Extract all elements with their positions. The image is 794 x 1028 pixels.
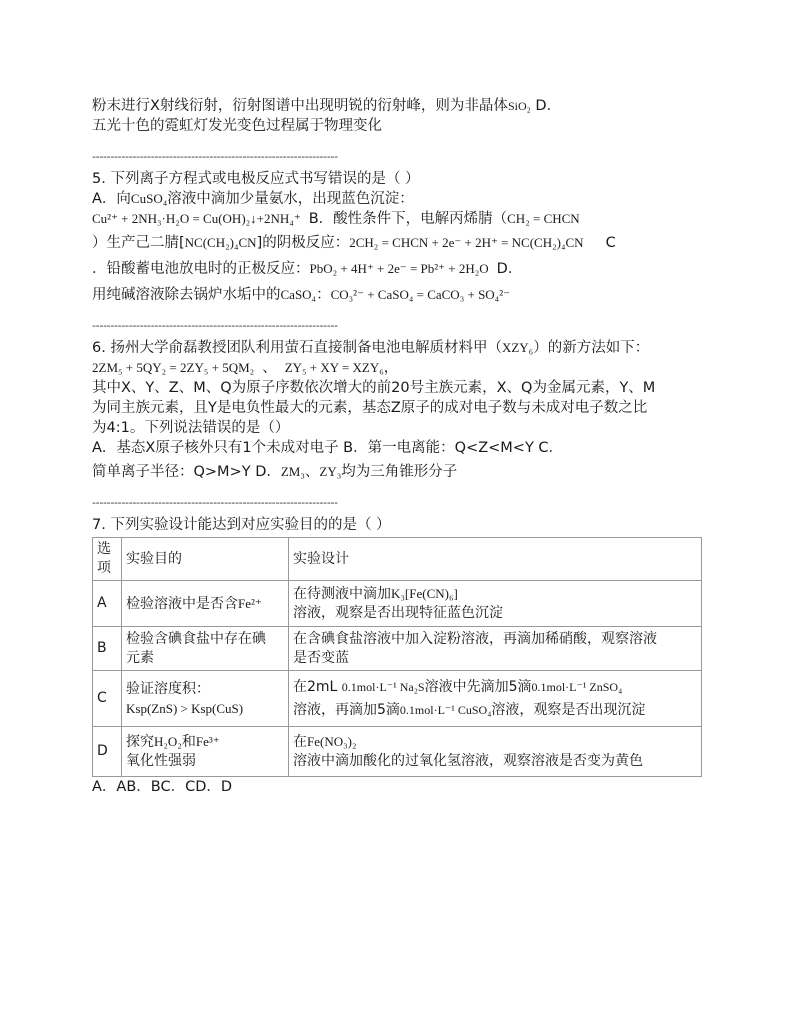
formula-feno32: Fe(NO₃)₂ (307, 734, 357, 749)
design-text-2: 溶液中先滴加5滴 (424, 678, 532, 695)
row-design (289, 727, 702, 777)
q6-title-text-2: ）的新方法如下： (533, 340, 650, 356)
equation-2: ZY₅ + XY = XZY₆ (284, 360, 384, 375)
purpose-and: 和 (181, 734, 196, 750)
q5-option-b-line (92, 233, 712, 253)
q6-opt-text: 简单离子半径：Q>M>Y D． (92, 464, 281, 480)
design-text: 在含碘食盐溶液中加入淀粉溶液，再滴加稀硝酸，观察溶液 (293, 630, 657, 647)
formula-znso4: 0.1mol·L⁻¹ ZnSO₄ (531, 679, 623, 694)
row-design (289, 581, 702, 627)
eq-end: ， (383, 360, 399, 376)
q5-a-label: A．向 (92, 191, 131, 207)
equation-c: PbO₂ + 4H⁺ + 2e⁻ = Pb²⁺ + 2H₂O (309, 261, 489, 276)
formula-k3fecn6: K₃[Fe(CN)₆] (391, 586, 458, 601)
q5-option-a-eq-line (92, 209, 712, 229)
formula-fe2: Fe²⁺ (238, 595, 262, 611)
equation-1: 2ZM₅ + 5QY₂ = 2ZY₅ + 5QM₂ (92, 360, 255, 375)
q6-opt-text-2: 均为三角锥形分子 (341, 464, 458, 480)
option-d-label: D． (530, 98, 562, 114)
formula-adiponitrile: NC(CH₂)₄CN (184, 235, 257, 250)
row-option: A (93, 581, 122, 627)
table-row (93, 581, 702, 627)
design-text-4: 溶液，观察是否出现沉淀 (491, 701, 646, 718)
formula-h2o2: H₂O₂ (154, 734, 182, 749)
q5-title: 5. 下列离子方程式或电极反应式书写错误的是（ ） (92, 171, 420, 187)
table-row (93, 671, 702, 727)
formula-acrylonitrile: CH₂ = CHCN (507, 211, 580, 226)
purpose-text-2: 元素 (126, 649, 154, 666)
table-row (93, 627, 702, 671)
row-purpose (122, 671, 289, 727)
q7-answer-options: A．AB．BC．CD．D (92, 779, 233, 795)
q6-title-text: 6. 扬州大学俞磊教授团队利用萤石直接制备电池电解质材料甲（ (92, 340, 502, 356)
formula-cuso4-sol: 0.1mol·L⁻¹ CuSO₄ (399, 702, 492, 717)
equation-d: CO₃²⁻ + CaSO₄ = CaCO₃ + SO₄²⁻ (330, 287, 510, 302)
row-option: D (93, 727, 122, 777)
separator: ------------------------------------------------------------------- (92, 496, 338, 509)
formula-sio2: SiO₂ (507, 99, 531, 113)
q5-d-colon: ： (316, 287, 331, 303)
separator: ------------------------------------------------------------------- (92, 319, 338, 332)
table-header-row (93, 538, 702, 581)
row-option: B (93, 627, 122, 671)
formula-cuso4: CuSO₄ (130, 191, 168, 206)
design-text: 在 (293, 734, 307, 750)
row-purpose (122, 581, 289, 627)
formula-zy3: ZY₃ (319, 464, 342, 479)
document-page (92, 96, 712, 797)
q5-c-text: ．铅酸蓄电池放电时的正极反应： (92, 261, 310, 277)
header-option: 选项 (93, 538, 122, 581)
q5-a-text: 溶液中滴加少量氨水，出现蓝色沉淀： (167, 191, 414, 207)
q6-para-1: 其中X、Y、Z、M、Q为原子序数依次增大的前20号主族元素，X、Q为金属元素，Y、M (92, 380, 656, 396)
row-design (289, 671, 702, 727)
purpose-text: 检验溶液中是否含 (126, 595, 238, 612)
q5-b-text: B．酸性条件下，电解丙烯腈（ (308, 211, 508, 227)
q5-d-label: D． (496, 261, 523, 277)
header-design: 实验设计 (289, 538, 702, 581)
design-text-2: 溶液中滴加酸化的过氧化氢溶液，观察溶液是否变为黄色 (293, 753, 643, 769)
opt-separator: 、 (304, 464, 320, 480)
header-purpose: 实验目的 (122, 538, 289, 581)
equation-a: Cu²⁺ + 2NH₃·H₂O = Cu(OH)₂↓+2NH₄⁺ (92, 211, 301, 226)
formula-fe3: Fe³⁺ (195, 734, 220, 749)
formula-zm3: ZM₃ (280, 464, 305, 479)
purpose-text: 验证溶度积： (126, 680, 210, 697)
q6-para-2: 为同主族元素，且Y是电负性最大的元素，基态Z原子的成对电子数与未成对电子数之比 (92, 400, 648, 416)
q5-option-c-line (92, 259, 712, 279)
design-text-2: 是否变蓝 (293, 649, 349, 666)
design-text: 在待测液中滴加 (293, 586, 391, 602)
table-row (93, 727, 702, 777)
q6-options-2 (92, 462, 712, 482)
q5-b-text-2: ）生产己二腈[ (92, 235, 185, 251)
q5-d-text: 用纯碱溶液除去锅炉水垢中的 (92, 287, 281, 303)
formula-xzy6: XZY₆ (501, 340, 534, 355)
equation-b: 2CH₂ = CHCN + 2e⁻ + 2H⁺ = NC(CH₂)₄CN (349, 235, 584, 250)
row-design (289, 627, 702, 671)
q4-line-2: 五光十色的霓虹灯发光变色过程属于物理变化 (92, 118, 382, 134)
design-text-3: 溶液，再滴加5滴 (293, 701, 400, 718)
experiment-table (92, 537, 702, 777)
eq-separator: 、 (262, 360, 277, 376)
q4-line-1 (92, 96, 712, 116)
q4-text: 粉末进行X射线衍射，衍射图谱中出现明锐的衍射峰，则为非晶体 (92, 98, 508, 114)
formula-caso4: CaSO₄ (280, 287, 317, 302)
purpose-text-2: 氧化性强弱 (126, 753, 196, 769)
q6-para-3: 为4:1。下列说法错误的是（） (92, 420, 290, 436)
q6-options-1: A．基态X原子核外只有1个未成对电子 B．第一电离能：Q<Z<M<Y C． (92, 440, 564, 456)
q5-option-d-line (92, 285, 712, 305)
formula-na2s: 0.1mol·L⁻¹ Na₂S (341, 679, 425, 694)
formula-ksp: Ksp(ZnS) > Ksp(CuS) (126, 700, 244, 716)
purpose-text: 探究 (126, 734, 154, 750)
row-option: C (93, 671, 122, 727)
q6-equations (92, 358, 712, 378)
q5-option-a (92, 189, 712, 209)
row-purpose (122, 727, 289, 777)
design-text-2: 溶液，观察是否出现特征蓝色沉淀 (293, 605, 503, 621)
q5-c-label: C (605, 235, 616, 251)
row-purpose (122, 627, 289, 671)
q5-b-text-3: ]的阴极反应： (256, 235, 350, 251)
purpose-text: 检验含碘食盐中存在碘 (126, 630, 266, 647)
separator: ------------------------------------------------------------------- (92, 150, 338, 163)
q6-title (92, 338, 712, 358)
design-text: 在2mL (293, 678, 342, 695)
q7-title: 7. 下列实验设计能达到对应实验目的的是（ ） (92, 517, 391, 533)
